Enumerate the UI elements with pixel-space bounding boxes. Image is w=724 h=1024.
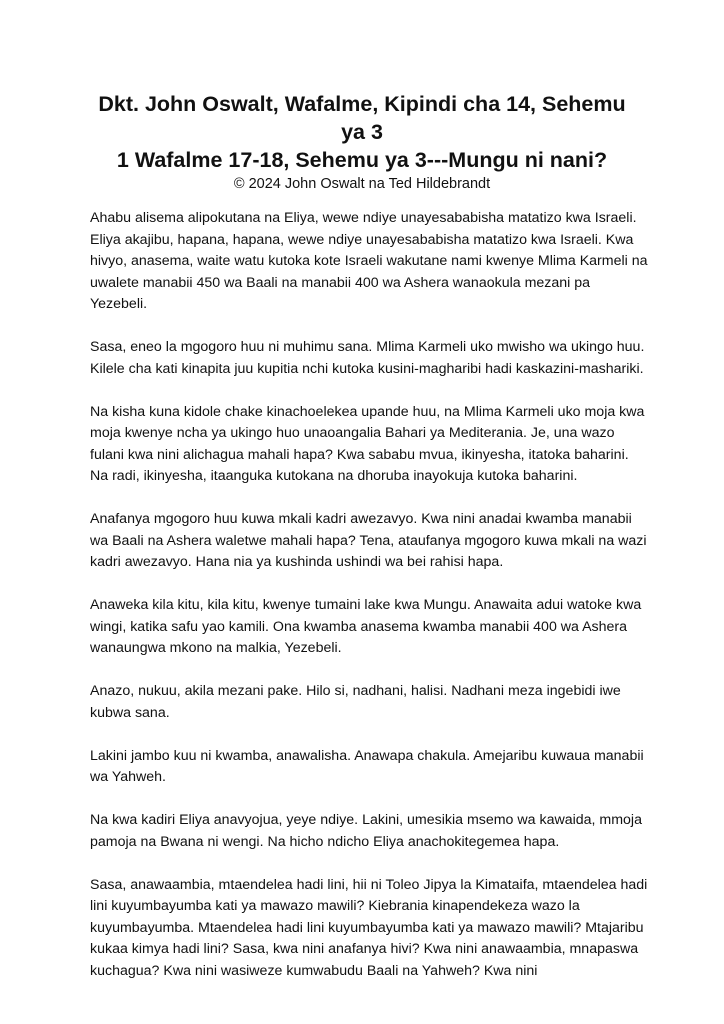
copyright-notice: © 2024 John Oswalt na Ted Hildebrandt <box>233 176 491 192</box>
paragraph-1: Ahabu alisema alipokutana na Eliya, wewe ndiye unayesababisha matatizo kwa Israeli. Eliya akajibu, hapana, hapana, wewe ndiye unayesababisha matatizo kwa Israeli. Kwa hivyo, anasema, waite watu kutoka kote Israeli wakutane nami kwenye Mlima Karmeli na uwalete manabii 450 wa Baali na manabii 400 wa Ashera wanaokula mezani pa Yezebeli. <box>90 210 648 312</box>
paragraph-5: Anaweka kila kitu, kila kitu, kwenye tumaini lake kwa Mungu. Anawaita adui watoke kwa wingi, katika safu yao kamili. Ona kwamba anasema kwamba manabii 400 wa Ashera wanaungwa mkono na malkia, Yezebeli. <box>90 597 642 656</box>
document-header <box>60 90 664 194</box>
title-line-1: Dkt. John Oswalt, Wafalme, Kipindi cha 14, Sehemu <box>98 92 626 116</box>
paragraph-8: Na kwa kadiri Eliya anavyojua, yeye ndiye. Lakini, umesikia msemo wa kawaida, mmoja pamoja na Bwana ni wengi. Na hicho ndicho Eliya anachokitegemea hapa. <box>90 812 642 850</box>
subtitle: 1 Wafalme 17-18, Sehemu ya 3---Mungu ni nani? <box>116 148 608 172</box>
paragraph-7: Lakini jambo kuu ni kwamba, anawalisha. Anawapa chakula. Amejaribu kuwaua manabii wa Yahweh. <box>90 747 644 785</box>
paragraph-2: Sasa, eneo la mgogoro huu ni muhimu sana. Mlima Karmeli uko mwisho wa ukingo huu. Kilele cha kati kinapita juu kupitia nchi kutoka kusini-magharibi hadi kaskazini-mashariki. <box>90 339 645 377</box>
paragraph-6: Anazo, nukuu, akila mezani pake. Hilo si, nadhani, halisi. Nadhani meza ingebidi iwe kubwa sana. <box>90 683 621 721</box>
paragraph-3: Na kisha kuna kidole chake kinachoelekea upande huu, na Mlima Karmeli uko moja kwa moja kwenye ncha ya ukingo huo unaoangalia Bahari ya Mediterania. Je, una wazo fulani kwa nini alichagua mahali hapa? Kwa sababu mvua, ikinyesha, itatoka baharini. Na radi, ikinyesha, itaanguka kutokana na dhoruba inayokuja kutoka baharini. <box>90 403 645 484</box>
paragraph-4: Anafanya mgogoro huu kuwa mkali kadri awezavyo. Kwa nini anadai kwamba manabii wa Baali na Ashera waletwe mahali hapa? Tena, ataufanya mgogoro kuwa mkali na wazi kadri awezavyo. Hana nia ya kushinda ushindi wa bei rahisi hapa. <box>90 511 647 570</box>
title-line-2: ya 3 <box>341 120 383 144</box>
document-body <box>90 208 650 1004</box>
paragraph-9: Sasa, anawaambia, mtaendelea hadi lini, hii ni Toleo Jipya la Kimataifa, mtaendelea hadi lini kuyumbayumba kati ya mawazo mawili? Kiebrania kinapendekeza wazo la kuyumbayumba. Mtaendelea hadi lini kuyumbayumba kati ya mawazo mawili? Mtajaribu kukaa kimya hadi lini? Sasa, kwa nini anafanya hivi? Kwa nini anawaambia, mnapaswa kuchagua? Kwa nini wasiweze kumwabudu Baali na Yahweh? Kwa nini <box>90 876 648 979</box>
